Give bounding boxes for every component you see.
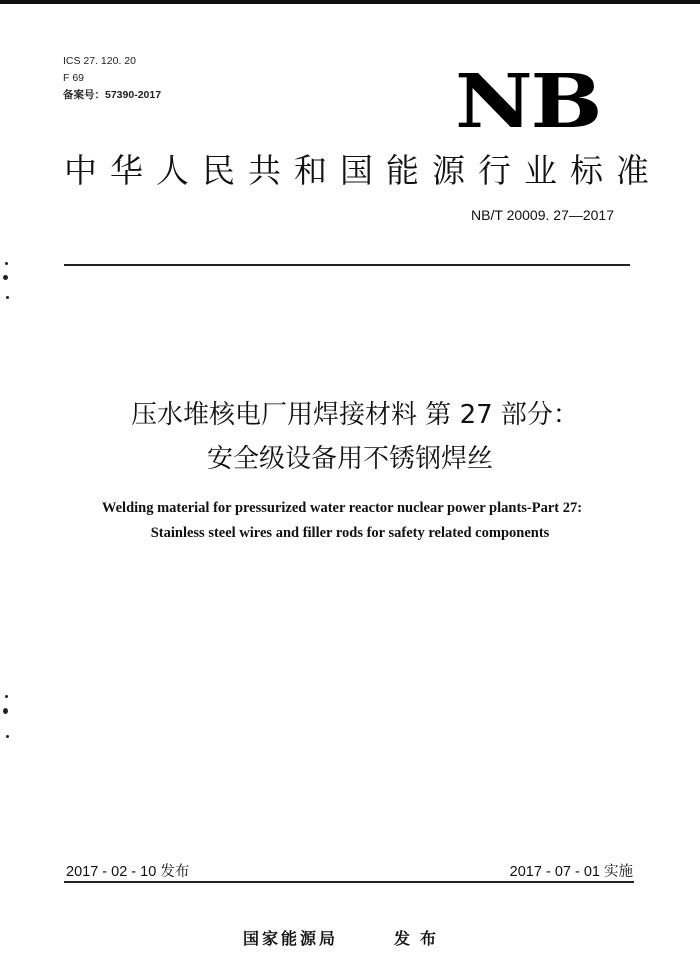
chinese-title-line-1: 压水堆核电厂用焊接材料 第 27 部分：: [131, 400, 579, 430]
top-border: [0, 0, 700, 4]
issue-action: 发布: [394, 929, 447, 948]
scan-speck: [3, 275, 8, 280]
scan-speck: [6, 296, 9, 299]
issuing-authority: 国家能源局: [243, 929, 339, 948]
chinese-title-line-2: 安全级设备用不锈钢焊丝: [206, 444, 493, 474]
footer-divider: [64, 881, 634, 883]
scan-speck: [6, 735, 9, 738]
english-title-line-1: Welding material for pressurized water reactor nuclear power plants-Part 27:: [101, 500, 583, 516]
scan-speck: [5, 262, 8, 265]
record-number: 备案号：57390-2017: [63, 89, 162, 101]
scan-speck: [3, 708, 8, 714]
classification-block: [63, 53, 161, 104]
ccs-code: F 69: [63, 72, 85, 84]
header-divider: [64, 264, 630, 266]
standard-category-title: 中华人民共和国能源行业标准: [64, 151, 662, 190]
english-title-line-2: Stainless steel wires and filler rods for safety related components: [150, 525, 550, 541]
issue-date: 2017 - 02 - 10 发布: [66, 864, 190, 880]
implementation-date: 2017 - 07 - 01 实施: [509, 864, 633, 880]
standard-number: NB/T 20009. 27—2017: [471, 207, 614, 223]
nb-logo: NB: [455, 59, 601, 145]
ics-code: ICS 27. 120. 20: [63, 55, 136, 67]
scan-speck: [5, 695, 8, 698]
